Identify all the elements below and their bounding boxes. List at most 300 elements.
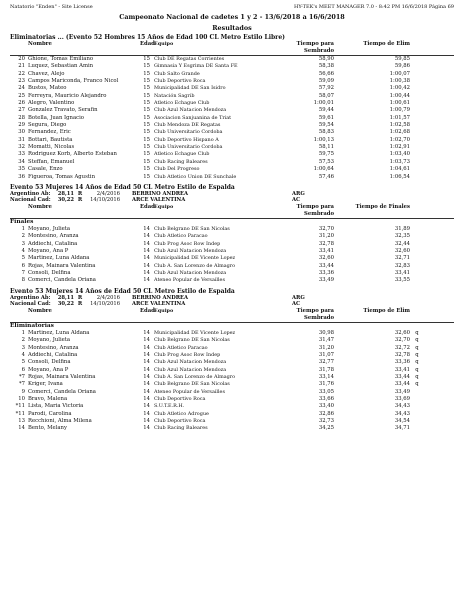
team-cell: S.U.T.E.R.H. — [154, 403, 185, 410]
place-cell: 2 — [21, 233, 25, 240]
record-date: 14/10/2016 — [90, 301, 120, 308]
team-cell: Club A. San Lorenzo de Almagro — [154, 262, 236, 269]
swimmer-name-cell: Gonzalez Travato, Serafin — [28, 107, 98, 114]
seed-time-cell: 59,44 — [318, 107, 334, 114]
qualifier-cell: q — [415, 344, 419, 351]
table-row — [10, 100, 454, 107]
swimmer-name-cell: Ghione, Tomas Emiliano — [28, 56, 94, 62]
record-date: 2/4/2016 — [96, 294, 120, 301]
col-seed: Tiempo para Sembrado — [296, 204, 334, 218]
record-letter: R — [77, 301, 83, 308]
round-label-prelims: Eliminatorias — [10, 322, 54, 329]
record-time: 28,11 — [57, 190, 74, 197]
swimmer-name-cell: Steffan, Emanuel — [28, 158, 75, 165]
result-time-cell: 33,55 — [394, 277, 410, 284]
event-52-column-headers — [10, 41, 454, 56]
record-letter: R — [77, 294, 83, 301]
result-time-cell: 32,60 — [394, 329, 410, 336]
team-cell: Natación Sagrib — [154, 92, 195, 99]
table-row — [10, 359, 454, 366]
qualifier-cell — [410, 93, 424, 100]
qualifier-cell — [410, 411, 424, 418]
seed-time-cell: 33,05 — [318, 388, 334, 395]
swimmer-name-cell: Rodriguez Korb, Alberto Esteban — [28, 151, 117, 158]
team-cell: Club Belgrano DE San Nicolas — [154, 381, 230, 388]
seed-time-cell: 58,38 — [318, 63, 334, 70]
record-club: AC — [292, 301, 301, 308]
seed-time-cell: 58,90 — [318, 56, 334, 62]
table-row — [10, 144, 454, 151]
team-cell: Club Azul Natacion Mendoza — [154, 270, 227, 277]
place-cell: 8 — [21, 277, 25, 284]
record-line — [10, 295, 454, 302]
place-cell: 21 — [18, 63, 25, 70]
place-cell: 3 — [21, 344, 25, 351]
table-row — [10, 115, 454, 122]
swimmer-name-cell: Addiechi, Catalina — [28, 352, 78, 358]
place-cell: 7 — [21, 270, 25, 277]
qualifier-cell: q — [415, 366, 419, 373]
seed-time-cell: 33,44 — [318, 262, 334, 269]
swimmer-name-cell: Lista, Maria Victoria — [28, 403, 84, 410]
age-cell: 15 — [143, 114, 150, 121]
place-cell: 3 — [21, 240, 25, 247]
team-cell: Club Mendoza DE Regatas — [154, 122, 221, 129]
age-cell: 14 — [143, 425, 150, 432]
col-seed: Tiempo para Sembrado — [296, 307, 334, 321]
col-name: Nombre — [28, 307, 52, 314]
table-row — [10, 418, 454, 425]
seed-time-cell: 57,53 — [318, 158, 334, 165]
record-holder: ARCE VALENTINA — [132, 301, 186, 308]
qualifier-cell — [410, 107, 424, 114]
team-cell: Club Azul Natacion Mendoza — [154, 248, 227, 255]
age-cell: 14 — [143, 262, 150, 269]
qualifier-cell — [410, 144, 424, 151]
result-time-cell: 32,60 — [394, 248, 410, 255]
col-team: Equipo — [154, 41, 174, 47]
age-cell: 14 — [143, 226, 150, 233]
age-cell: 14 — [143, 410, 150, 417]
table-row — [10, 381, 454, 388]
result-time-cell: 1:00,44 — [389, 92, 410, 99]
seed-time-cell: 31,07 — [318, 352, 334, 358]
seed-time-cell: 33,40 — [318, 403, 334, 410]
software-stamp: HY-TEK's MEET MANAGER 7.0 - 8:42 PM 16/6/2018 Página 69 — [294, 4, 454, 10]
event-53-finals-column-headers — [10, 204, 454, 219]
result-time-cell: 32,35 — [394, 233, 410, 240]
place-cell: 27 — [18, 107, 25, 114]
record-club: ARG — [292, 294, 305, 301]
place-cell: 1 — [21, 329, 25, 336]
age-cell: 14 — [143, 270, 150, 277]
swimmer-name-cell: Bravo, Malena — [28, 396, 68, 403]
table-row — [10, 151, 454, 158]
swimmer-name-cell: Kriger, Ivana — [28, 381, 63, 388]
swimmer-name-cell: Martinez, Luna Aldana — [28, 329, 90, 336]
age-cell: 15 — [143, 78, 150, 85]
table-row — [10, 270, 454, 277]
place-cell: 6 — [21, 366, 25, 373]
age-cell: 14 — [143, 337, 150, 344]
team-cell: Club Azul Natacion Mendoza — [154, 366, 227, 373]
team-cell: Municipalidad DE Vicente Lopez — [154, 255, 236, 262]
age-cell: 15 — [143, 129, 150, 136]
qualifier-cell — [410, 418, 424, 425]
seed-time-cell: 31,47 — [318, 337, 334, 344]
place-cell: 35 — [18, 166, 25, 173]
table-row — [10, 396, 454, 403]
team-cell: Club Azul Natacion Mendoza — [154, 359, 227, 366]
result-time-cell: 33,44 — [394, 374, 410, 381]
team-cell: Municipalidad DE San Isidro — [154, 85, 226, 92]
qualifier-cell — [410, 277, 424, 284]
age-cell: 14 — [143, 344, 150, 351]
age-cell: 14 — [143, 329, 150, 336]
age-cell: 14 — [143, 403, 150, 410]
event-53-prelims-column-headers — [10, 308, 454, 323]
qualifier-cell: q — [415, 374, 419, 381]
team-cell: Club Atletico Paracao — [154, 233, 208, 240]
age-cell: 15 — [143, 158, 150, 165]
swimmer-name-cell: Comerci, Candela Oriana — [28, 277, 96, 284]
result-time-cell: 32,44 — [394, 240, 410, 247]
table-row — [10, 263, 454, 270]
record-date: 14/10/2016 — [90, 197, 120, 204]
team-cell: Ateneo Popular de Versailles — [154, 277, 225, 284]
swimmer-name-cell: Martinez, Luna Aldana — [28, 255, 90, 262]
table-row — [10, 129, 454, 136]
swimmer-name-cell: Recchioni, Alma Milena — [28, 418, 92, 425]
record-time: 28,11 — [57, 294, 74, 301]
seed-time-cell: 30,98 — [318, 329, 334, 336]
place-cell: 36 — [18, 173, 25, 180]
event-52-rows — [10, 56, 454, 181]
age-cell: 14 — [143, 388, 150, 395]
seed-time-cell: 32,70 — [318, 226, 334, 233]
qualifier-cell — [410, 85, 424, 92]
col-final: Tiempo de Finales — [355, 204, 410, 211]
place-cell: 4 — [21, 352, 25, 358]
result-time-cell: 34,54 — [394, 418, 410, 425]
table-row — [10, 85, 454, 92]
age-cell: 15 — [143, 63, 150, 70]
table-row — [10, 425, 454, 432]
result-time-cell: 34,43 — [394, 403, 410, 410]
team-cell: Club Prog Asoc Row Indep — [154, 352, 221, 358]
swimmer-name-cell: Rojas, Mainara Valentina — [28, 374, 96, 381]
place-cell: 29 — [18, 122, 25, 129]
place-cell: 25 — [18, 92, 25, 99]
seed-time-cell: 32,78 — [318, 240, 334, 247]
result-time-cell: 1:04,61 — [389, 166, 410, 173]
age-cell: 15 — [143, 122, 150, 129]
qualifier-cell — [410, 403, 424, 410]
record-time: 30,22 — [57, 197, 74, 204]
age-cell: 15 — [143, 107, 150, 114]
place-cell: *11 — [15, 410, 25, 417]
seed-time-cell: 31,78 — [318, 366, 334, 373]
event-53-finals-heading: Evento 53 Mujeres 14 Años de Edad 50 CL Metro Estilo de Espalda — [10, 183, 235, 191]
table-row — [10, 352, 454, 359]
age-cell: 14 — [143, 366, 150, 373]
table-row — [10, 367, 454, 374]
swimmer-name-cell: Addiechi, Catalina — [28, 240, 78, 247]
table-row — [10, 93, 454, 100]
qualifier-cell — [410, 270, 424, 277]
table-row — [10, 277, 454, 284]
qualifier-cell: q — [415, 329, 419, 336]
seed-time-cell: 31,20 — [318, 233, 334, 240]
table-row — [10, 56, 454, 63]
place-cell: 9 — [21, 388, 25, 395]
record-time: 30,22 — [57, 301, 74, 308]
result-time-cell: 32,71 — [394, 255, 410, 262]
swimmer-name-cell: Momatti, Nicolas — [28, 144, 75, 151]
meet-title: Campeonato Nacional de cadetes 1 y 2 - 13/6/2018 a 16/6/2018 — [119, 13, 345, 21]
table-row — [10, 174, 454, 181]
swimmer-name-cell: Moyano, Julieta — [28, 226, 71, 233]
place-cell: 22 — [18, 70, 25, 77]
record-label: Nacional Cad: — [10, 301, 51, 308]
qualifier-cell — [410, 389, 424, 396]
team-cell: Gimnasia Y Esgrima DE Santa FE — [154, 63, 238, 70]
table-row — [10, 122, 454, 129]
swimmer-name-cell: Montesino, Aranza — [28, 344, 79, 351]
qualifier-cell — [410, 396, 424, 403]
place-cell: 26 — [18, 100, 25, 107]
swimmer-name-cell: Figueroa, Tomas Agustin — [28, 173, 96, 180]
place-cell: 10 — [18, 396, 25, 403]
team-cell: Club Racing Baleares — [154, 425, 208, 432]
team-cell: Club Deportivo Roca — [154, 396, 206, 403]
result-time-cell: 1:03,40 — [389, 151, 410, 158]
qualifier-cell — [410, 263, 424, 270]
age-cell: 15 — [143, 173, 150, 180]
event-53-prelims-records — [10, 295, 454, 308]
table-row — [10, 226, 454, 233]
result-time-cell: 1:00,38 — [389, 78, 410, 85]
place-cell: 33 — [18, 151, 25, 158]
swimmer-name-cell: Alegro, Valentino — [28, 100, 75, 107]
team-cell: Club Azul Natacion Mendoza — [154, 107, 227, 114]
age-cell: 14 — [143, 381, 150, 388]
qualifier-cell — [410, 226, 424, 233]
table-row — [10, 233, 454, 240]
swimmer-name-cell: Moyano, Ana P — [28, 248, 69, 255]
record-label: Argentino Ab: — [10, 190, 51, 197]
seed-time-cell: 33,41 — [318, 248, 334, 255]
place-cell: 24 — [18, 85, 25, 92]
result-time-cell: 1:02,58 — [389, 122, 410, 129]
swimmer-name-cell: Rojas, Mainara Valentina — [28, 262, 96, 269]
age-cell: 15 — [143, 166, 150, 173]
seed-time-cell: 1:00,64 — [313, 166, 334, 173]
seed-time-cell: 58,07 — [318, 92, 334, 99]
qualifier-cell — [410, 255, 424, 262]
swimmer-name-cell: Botella, Juan Ignacio — [28, 114, 84, 121]
result-time-cell: 33,36 — [394, 359, 410, 366]
age-cell: 15 — [143, 100, 150, 107]
result-time-cell: 33,41 — [394, 366, 410, 373]
table-row — [10, 255, 454, 262]
seed-time-cell: 56,66 — [318, 70, 334, 77]
table-row — [10, 241, 454, 248]
seed-time-cell: 32,60 — [318, 255, 334, 262]
seed-time-cell: 57,92 — [318, 85, 334, 92]
swimmer-name-cell: Comerci, Candela Oriana — [28, 388, 96, 395]
table-row — [10, 337, 454, 344]
team-cell: Ateneo Popular de Versailles — [154, 388, 225, 395]
result-time-cell: 1:01,57 — [389, 114, 410, 121]
result-time-cell: 1:00,79 — [389, 107, 410, 114]
seed-time-cell: 33,49 — [318, 277, 334, 284]
table-row — [10, 330, 454, 337]
qualifier-cell: q — [415, 381, 419, 388]
seed-time-cell: 33,36 — [318, 270, 334, 277]
col-age: Edad — [140, 307, 155, 314]
swimmer-name-cell: Segura, Diego — [28, 122, 67, 129]
table-row — [10, 166, 454, 173]
table-row — [10, 107, 454, 114]
col-name: Nombre — [28, 204, 52, 211]
col-team: Equipo — [154, 204, 174, 211]
result-time-cell: 34,43 — [394, 410, 410, 417]
place-cell: 23 — [18, 78, 25, 85]
qualifier-cell — [410, 151, 424, 158]
result-time-cell: 59,86 — [394, 63, 410, 70]
place-cell: 28 — [18, 114, 25, 121]
result-time-cell: 1:00,61 — [389, 100, 410, 107]
table-row — [10, 71, 454, 78]
swimmer-name-cell: Parodi, Carolina — [28, 410, 72, 417]
result-time-cell: 1:02,91 — [389, 144, 410, 151]
age-cell: 14 — [143, 248, 150, 255]
place-cell: *7 — [18, 374, 25, 381]
team-cell: Club A. San Lorenzo de Almagro — [154, 374, 236, 381]
swimmer-name-cell: Chavez, Alejo — [28, 70, 65, 77]
team-cell: Asociacion Sanjuanina de Triat — [154, 114, 232, 121]
qualifier-cell — [410, 78, 424, 85]
age-cell: 14 — [143, 359, 150, 366]
swimmer-name-cell: Bustos, Mateo — [28, 85, 67, 92]
qualifier-cell — [410, 129, 424, 136]
result-time-cell: 59,85 — [394, 56, 410, 62]
table-row — [10, 403, 454, 410]
seed-time-cell: 1:00,13 — [313, 136, 334, 143]
team-cell: Atletico Echague Club — [154, 151, 210, 158]
results-label: Resultados — [212, 24, 252, 32]
col-name: Nombre — [28, 41, 52, 47]
age-cell: 15 — [143, 56, 150, 62]
team-cell: Club Belgrano DE San Nicolas — [154, 337, 230, 344]
place-cell: 30 — [18, 129, 25, 136]
swimmer-name-cell: Casale, Enzo — [28, 166, 63, 173]
team-cell: Club Universitario Cordoba — [154, 129, 223, 136]
seed-time-cell: 58,83 — [318, 129, 334, 136]
seed-time-cell: 31,20 — [318, 344, 334, 351]
team-cell: Club Atletico Union DE Sunchale — [154, 173, 237, 180]
event-52-heading: Eliminatorias ... (Evento 52 Hombres 15 Años de Edad 100 CL Metro Estilo Libre) — [10, 34, 286, 41]
swimmer-name-cell: Consoli, Delfina — [28, 270, 71, 277]
table-row — [10, 159, 454, 166]
age-cell: 14 — [143, 418, 150, 425]
qualifier-cell — [410, 137, 424, 144]
record-letter: R — [77, 190, 83, 197]
place-cell: 13 — [18, 418, 25, 425]
qualifier-cell: q — [415, 359, 419, 366]
record-line — [10, 191, 454, 198]
seed-time-cell: 31,76 — [318, 381, 334, 388]
qualifier-cell — [410, 166, 424, 173]
age-cell: 14 — [143, 352, 150, 358]
table-row — [10, 248, 454, 255]
age-cell: 15 — [143, 136, 150, 143]
place-cell: 20 — [18, 56, 25, 62]
qualifier-cell: q — [415, 352, 419, 358]
seed-time-cell: 32,73 — [318, 418, 334, 425]
record-line — [10, 301, 454, 308]
license-text: Natatorio "Enden" - Site License — [10, 4, 93, 10]
place-cell: 5 — [21, 255, 25, 262]
team-cell: Club Atletico Adrogue — [154, 410, 209, 417]
place-cell: 31 — [18, 136, 25, 143]
seed-time-cell: 33,14 — [318, 374, 334, 381]
table-row — [10, 411, 454, 418]
result-time-cell: 32,78 — [394, 352, 410, 358]
swimmer-name-cell: Ferreyra, Mauricio Alejandro — [28, 92, 107, 99]
team-cell: Club Universitario Cordoba — [154, 144, 223, 151]
record-label: Argentino Ab: — [10, 294, 51, 301]
record-letter: R — [77, 197, 83, 204]
swimmer-name-cell: Moyano, Ana P — [28, 366, 69, 373]
age-cell: 14 — [143, 255, 150, 262]
page-header — [10, 0, 454, 10]
table-row — [10, 345, 454, 352]
qualifier-cell — [410, 425, 424, 432]
table-row — [10, 374, 454, 381]
team-cell: Club Belgrano DE San Nicolas — [154, 226, 230, 233]
seed-time-cell: 59,54 — [318, 122, 334, 129]
team-cell: Club Racing Baleares — [154, 158, 208, 165]
swimmer-name-cell: Fernandez, Eric — [28, 129, 71, 136]
qualifier-cell — [410, 233, 424, 240]
qualifier-cell — [410, 71, 424, 78]
col-seed: Tiempo para Sembrado — [296, 41, 334, 54]
qualifier-cell — [410, 248, 424, 255]
result-time-cell: 33,69 — [394, 396, 410, 403]
place-cell: 1 — [21, 226, 25, 233]
result-time-cell: 31,89 — [394, 226, 410, 233]
team-cell: Atletico Echague Club — [154, 100, 210, 107]
seed-time-cell: 32,77 — [318, 359, 334, 366]
team-cell: Club DE Regatas Corrientes — [154, 56, 225, 62]
round-label-finals: Finales — [10, 219, 34, 226]
result-time-cell: 33,41 — [394, 270, 410, 277]
place-cell: 4 — [21, 248, 25, 255]
age-cell: 15 — [143, 92, 150, 99]
team-cell: Club Prog Asoc Row Indep — [154, 240, 221, 247]
record-club: ARG — [292, 190, 305, 197]
col-age: Edad — [140, 204, 155, 211]
record-date: 2/4/2016 — [96, 190, 120, 197]
place-cell: 32 — [18, 144, 25, 151]
age-cell: 14 — [143, 396, 150, 403]
age-cell: 14 — [143, 240, 150, 247]
qualifier-cell — [410, 100, 424, 107]
qualifier-cell — [410, 115, 424, 122]
swimmer-name-cell: Luquez, Sebastian Amin — [28, 63, 94, 70]
